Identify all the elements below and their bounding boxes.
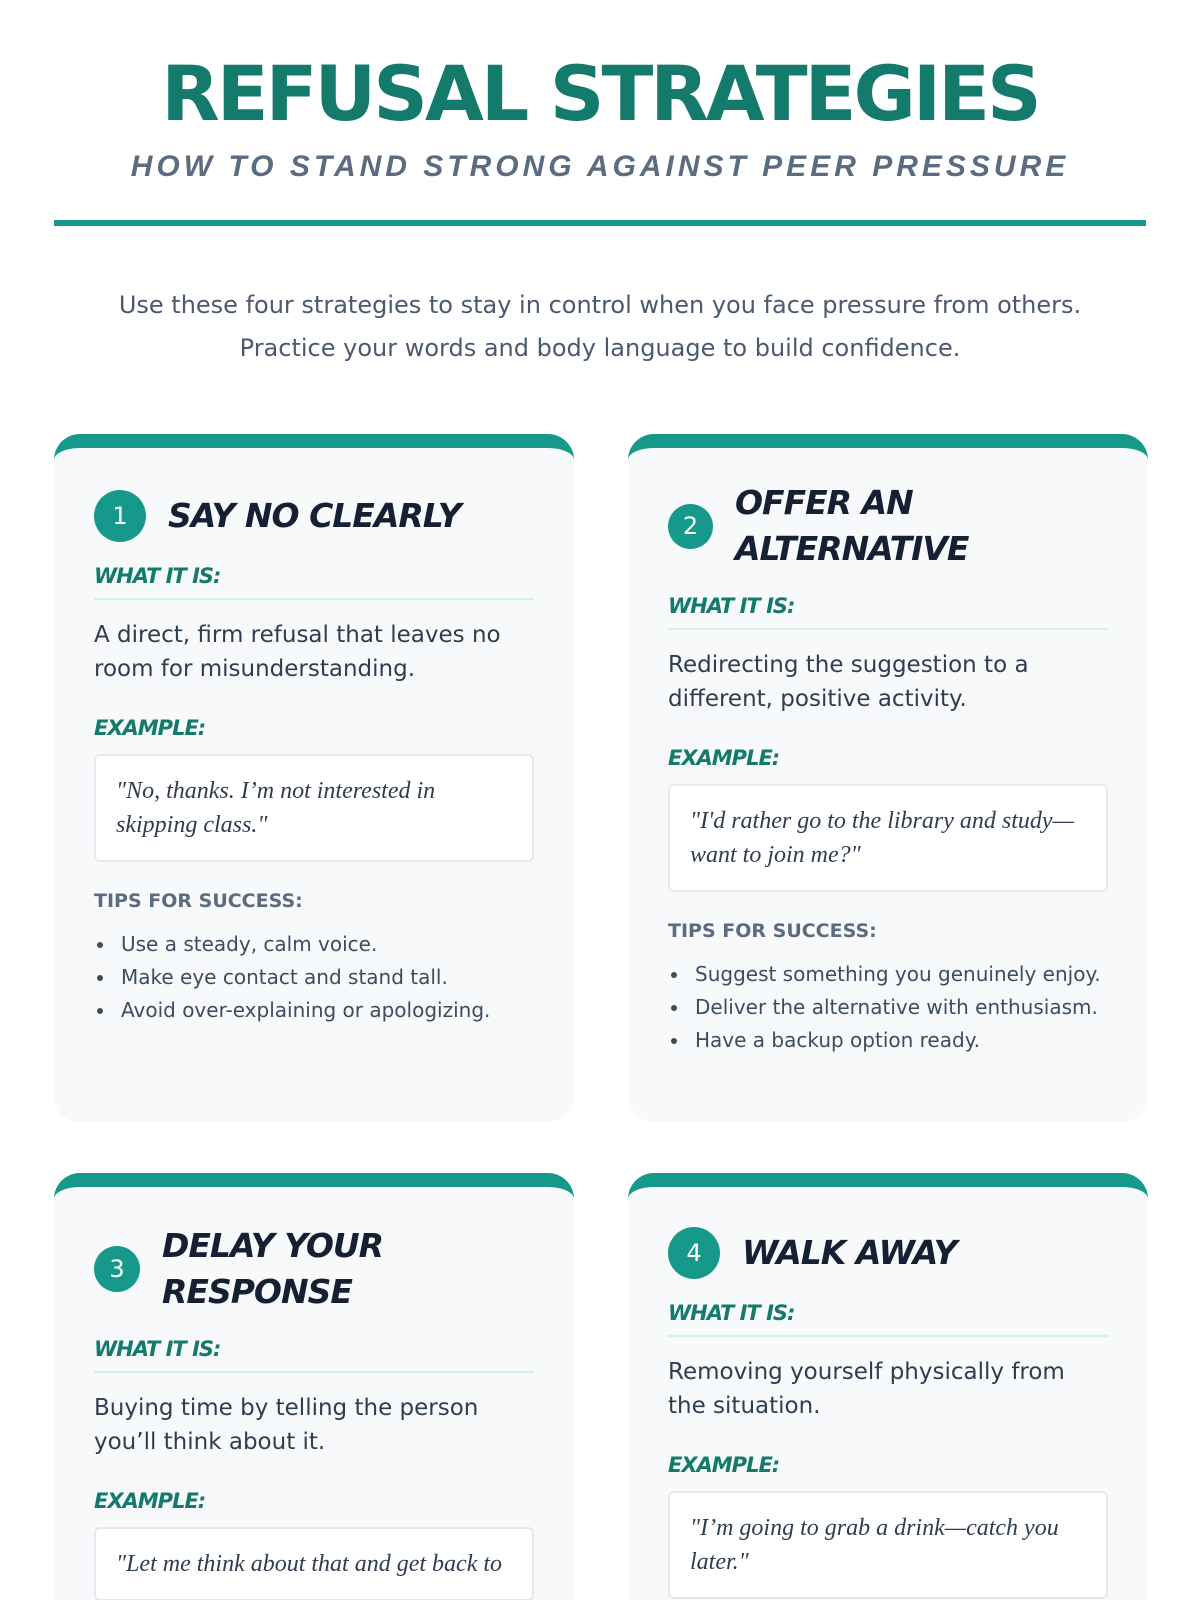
strategy-card-walk-away: [628, 1173, 1148, 1600]
example-quote: "No, thanks. I’m not interested in skipping class.": [94, 754, 534, 862]
tips-list: [668, 958, 1108, 1057]
card-title: [162, 1223, 383, 1315]
what-it-is-label: WHAT IT IS:: [668, 1301, 795, 1325]
card-header: [94, 1223, 534, 1315]
card-title: [742, 1230, 956, 1276]
intro-text: [60, 284, 1140, 370]
example-label: EXAMPLE:: [668, 746, 780, 770]
what-it-is-label: WHAT IT IS:: [668, 594, 795, 618]
strategy-description: Buying time by telling the person you’ll think about it.: [94, 1395, 479, 1455]
tips-label: TIPS FOR SUCCESS:: [668, 920, 877, 942]
page-title: REFUSAL STRATEGIES: [161, 49, 1039, 138]
number-badge: 1: [94, 490, 146, 542]
intro-line: Practice your words and body language to build confidence.: [239, 334, 961, 362]
header-divider: [54, 220, 1146, 226]
section-divider: [668, 1335, 1108, 1337]
card-header: [668, 1227, 1108, 1279]
tip-item: Have a backup option ready.: [668, 1024, 1108, 1057]
example-quote: "Let me think about that and get back to: [94, 1527, 534, 1600]
card-title-line: OFFER AN: [735, 483, 913, 522]
tip-item: Deliver the alternative with enthusiasm.: [668, 991, 1108, 1024]
card-title-line: RESPONSE: [162, 1272, 352, 1311]
section-divider: [94, 1371, 534, 1373]
card-title: [168, 493, 461, 539]
section-divider: [668, 628, 1108, 630]
card-title-line: SAY NO CLEARLY: [168, 496, 461, 535]
what-it-is-label: WHAT IT IS:: [94, 564, 221, 588]
tips-list: [94, 928, 534, 1027]
strategy-card-delay-response: [54, 1173, 574, 1600]
strategy-card-offer-alternative: [628, 434, 1148, 1122]
section-divider: [94, 598, 534, 600]
example-label: EXAMPLE:: [94, 1489, 206, 1513]
strategy-description: Redirecting the suggestion to a different, positive activity.: [668, 652, 1029, 712]
strategy-description: Removing yourself physically from the situation.: [668, 1359, 1065, 1419]
card-title-line: DELAY YOUR: [162, 1226, 384, 1265]
tip-item: Avoid over-explaining or apologizing.: [94, 994, 534, 1027]
tip-item: Use a steady, calm voice.: [94, 928, 534, 961]
tips-label: TIPS FOR SUCCESS:: [94, 890, 303, 912]
number-badge: 3: [94, 1246, 140, 1292]
number-badge: 4: [668, 1227, 720, 1279]
example-label: EXAMPLE:: [668, 1453, 780, 1477]
strategy-card-say-no: [54, 434, 574, 1122]
card-title: [735, 480, 968, 572]
strategy-description: A direct, firm refusal that leaves no room for misunderstanding.: [94, 622, 501, 682]
card-title-line: ALTERNATIVE: [735, 529, 969, 568]
card-header: [668, 480, 1108, 572]
number-badge: 2: [668, 504, 713, 549]
example-label: EXAMPLE:: [94, 716, 206, 740]
tip-item: Suggest something you genuinely enjoy.: [668, 958, 1108, 991]
example-quote: "I’m going to grab a drink—catch you later.": [668, 1491, 1108, 1599]
example-quote: "I'd rather go to the library and study—want to join me?": [668, 784, 1108, 892]
tip-item: Make eye contact and stand tall.: [94, 961, 534, 994]
what-it-is-label: WHAT IT IS:: [94, 1337, 221, 1361]
page-subtitle: HOW TO STAND STRONG AGAINST PEER PRESSURE: [130, 150, 1070, 183]
card-header: [94, 490, 534, 542]
card-title-line: WALK AWAY: [742, 1233, 957, 1272]
intro-line: Use these four strategies to stay in control when you face pressure from others.: [118, 291, 1082, 319]
